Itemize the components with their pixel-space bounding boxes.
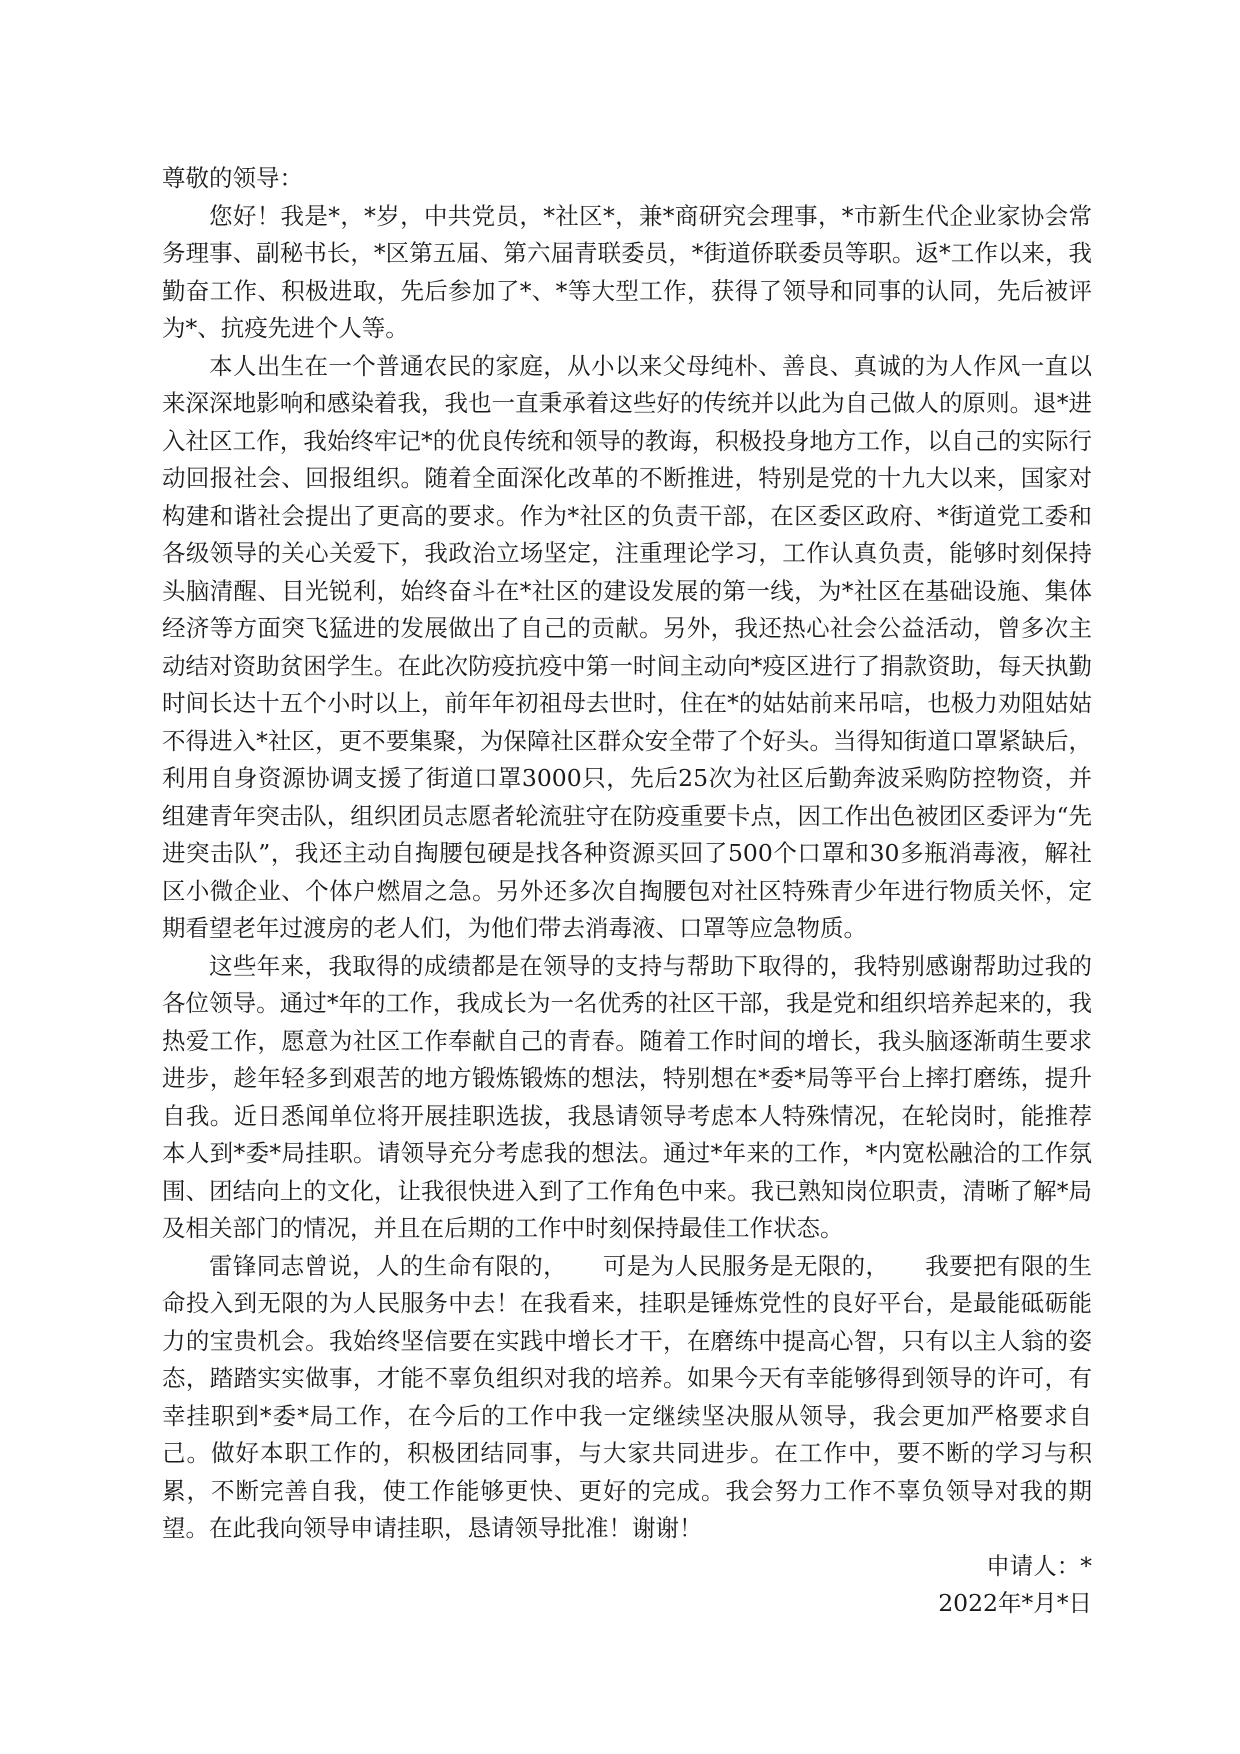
letter-date: 2022年*月*日: [938, 1589, 1092, 1617]
paragraph-intro: 您好！我是*，*岁，中共党员，*社区*，兼*商研究会理事，*市新生代企业家协会常务理事、副秘书长，*区第五届、第六届青联委员，*街道侨联委员等职。返*工作以来，我勤奋工作、积极进取，先后参加了*、*等大型工作，获得了领导和同事的认同，先后被评为*、抗疫先进个人等。: [162, 201, 1092, 342]
paragraph-gratitude: 这些年来，我取得的成绩都是在领导的支持与帮助下取得的，我特别感谢帮助过我的各位领导。通过*年的工作，我成长为一名优秀的社区干部，我是党和组织培养起来的，我热爱工作，愿意为社区工作奉献自己的青春。随着工作时间的增长，我头脑逐渐萌生要求进步，趁年轻多到艰苦的地方锻炼锻炼的想法，特别想在*委*局等平台上摔打磨练，提升自我。近日悉闻单位将开展挂职选拔，我恳请领导考虑本人特殊情况，在轮岗时，能推荐本人到*委*局挂职。请领导充分考虑我的想法。通过*年来的工作，*内宽松融洽的工作氛围、团结向上的文化，让我很快进入到了工作角色中来。我已熟知岗位职责，清晰了解*局及相关部门的情况，并且在后期的工作中时刻保持最佳工作状态。: [162, 951, 1092, 1242]
applicant-signature: 申请人：*: [986, 1551, 1092, 1580]
letter-page: [162, 160, 1092, 1623]
paragraph-background: 本人出生在一个普通农民的家庭，从小以来父母纯朴、善良、真诚的为人作风一直以来深深地影响和感染着我，我也一直秉承着这些好的传统并以此为自己做人的原则。退*进入社区工作，我始终牢记*的优良传统和领导的教诲，积极投身地方工作，以自己的实际行动回报社会、回报组织。随着全面深化改革的不断推进，特别是党的十九大以来，国家对构建和谐社会提出了更高的要求。作为*社区的负责干部，在区委区政府、*街道党工委和各级领导的关心关爱下，我政治立场坚定，注重理论学习，工作认真负责，能够时刻保持头脑清醒、目光锐利，始终奋斗在*社区的建设发展的第一线，为*社区在基础设施、集体经济等方面突飞猛进的发展做出了自己的贡献。另外，我还热心社会公益活动，曾多次主动结对资助贫困学生。在此次防疫抗疫中第一时间主动向*疫区进行了捐款资助，每天执勤时间长达十五个小时以上，前年年初祖母去世时，住在*的姑姑前来吊唁，也极力劝阻姑姑不得进入*社区，更不要集聚，为保障社区群众安全带了个好头。当得知街道口罩紧缺后，利用自身资源协调支援了街道口罩3000只，先后25次为社区后勤奔波采购防控物资，并组建青年突击队，组织团员志愿者轮流驻守在防疫重要卡点，因工作出色被团区委评为“先进突击队”，我还主动自掏腰包硬是找各种资源买回了500个口罩和30多瓶消毒液，解社区小微企业、个体户燃眉之急。另外还多次自掏腰包对社区特殊青少年进行物质关怀，定期看望老年过渡房的老人们，为他们带去消毒液、口罩等应急物质。: [162, 351, 1092, 942]
paragraph-closing: 雷锋同志曾说，人的生命有限的， 可是为人民服务是无限的， 我要把有限的生命投入到无限的为人民服务中去！在我看来，挂职是锤炼党性的良好平台，是最能砥砺能力的宝贵机会。我始终坚信要在实践中增长才干，在磨练中提高心智，只有以主人翁的姿态，踏踏实实做事，才能不辜负组织对我的培养。如果今天有幸能够得到领导的许可，有幸挂职到*委*局工作，在今后的工作中我一定继续坚决服从领导，我会更加严格要求自己。做好本职工作的，积极团结同事，与大家共同进步。在工作中，要不断的学习与积累，不断完善自我，使工作能够更快、更好的完成。我会努力工作不辜负领导对我的期望。在此我向领导申请挂职，恳请领导批准！谢谢！: [162, 1251, 1092, 1542]
salutation: 尊敬的领导：: [162, 164, 303, 192]
